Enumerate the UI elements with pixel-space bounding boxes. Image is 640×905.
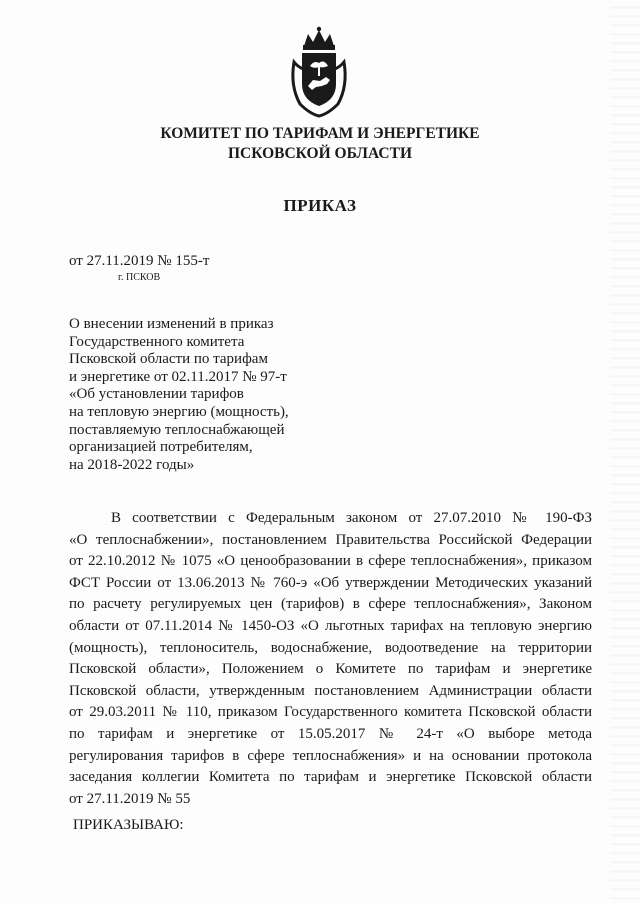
body-line: от 29.03.2011 № 110, приказом Государственного комитета Псковской области bbox=[69, 704, 592, 721]
body-line: В соответствии с Федеральным законом от 27.07.2010 № 190-ФЗ bbox=[111, 510, 592, 526]
subject-line: О внесении изменений в приказ bbox=[69, 316, 274, 332]
subject-line: и энергетике от 02.11.2017 № 97-т bbox=[69, 368, 287, 385]
body-line: от 22.10.2012 № 1075 «О ценообразовании в сфере теплоснабжения», приказом bbox=[69, 553, 592, 570]
body-line: (мощность), теплоноситель, водоснабжение, водоотведение на территории bbox=[69, 639, 592, 656]
body-line: ФСТ России от 13.06.2013 № 760-э «Об утверждении Методических указаний bbox=[69, 574, 592, 591]
order-subject bbox=[69, 316, 329, 474]
subject-line: Псковской области по тарифам bbox=[69, 351, 268, 368]
organization-line-1: КОМИТЕТ ПО ТАРИФАМ И ЭНЕРГЕТИКЕ bbox=[160, 125, 480, 142]
organization-name bbox=[0, 124, 640, 164]
body-line: Псковской области», Положением о Комитете по тарифам и энергетике bbox=[69, 661, 592, 678]
pskov-coat-of-arms-icon bbox=[284, 26, 354, 118]
subject-line: организацией потребителям, bbox=[69, 439, 253, 456]
document-title: ПРИКАЗ bbox=[283, 196, 357, 215]
body-line: «О теплоснабжении», постановлением Правительства Российской Федерации bbox=[69, 531, 592, 548]
subject-line: поставляемую теплоснабжающей bbox=[69, 421, 285, 438]
organization-line-2: ПСКОВСКОЙ ОБЛАСТИ bbox=[227, 145, 412, 162]
order-directive: ПРИКАЗЫВАЮ: bbox=[73, 817, 184, 833]
body-line: регулирования тарифов в сфере теплоснабжения» и на основании протокола bbox=[69, 747, 592, 764]
subject-line: «Об установлении тарифов bbox=[69, 386, 244, 403]
body-line: Псковской области, утвержденным постановлением Администрации области bbox=[69, 682, 592, 699]
preamble-paragraph bbox=[69, 508, 592, 810]
city-label: г. ПСКОВ bbox=[118, 272, 161, 283]
subject-line: на 2018-2022 годы» bbox=[69, 456, 195, 473]
body-line: от 27.11.2019 № 55 bbox=[69, 790, 191, 807]
subject-line: на тепловую энергию (мощность), bbox=[69, 403, 289, 420]
subject-line: Государственного комитета bbox=[69, 333, 245, 350]
order-date-number: от 27.11.2019 № 155-т bbox=[69, 253, 210, 269]
body-line: области от 07.11.2014 № 1450-ОЗ «О льготных тарифах на тепловую энергию bbox=[69, 617, 592, 634]
body-line: по тарифам и энергетике от 15.05.2017 № 24-т «О выборе метода bbox=[69, 725, 592, 742]
body-line: по расчету регулируемых цен (тарифов) в сфере теплоснабжения», Законом bbox=[69, 596, 592, 613]
body-line: заседания коллегии Комитета по тарифам и энергетике Псковской области bbox=[69, 769, 592, 786]
